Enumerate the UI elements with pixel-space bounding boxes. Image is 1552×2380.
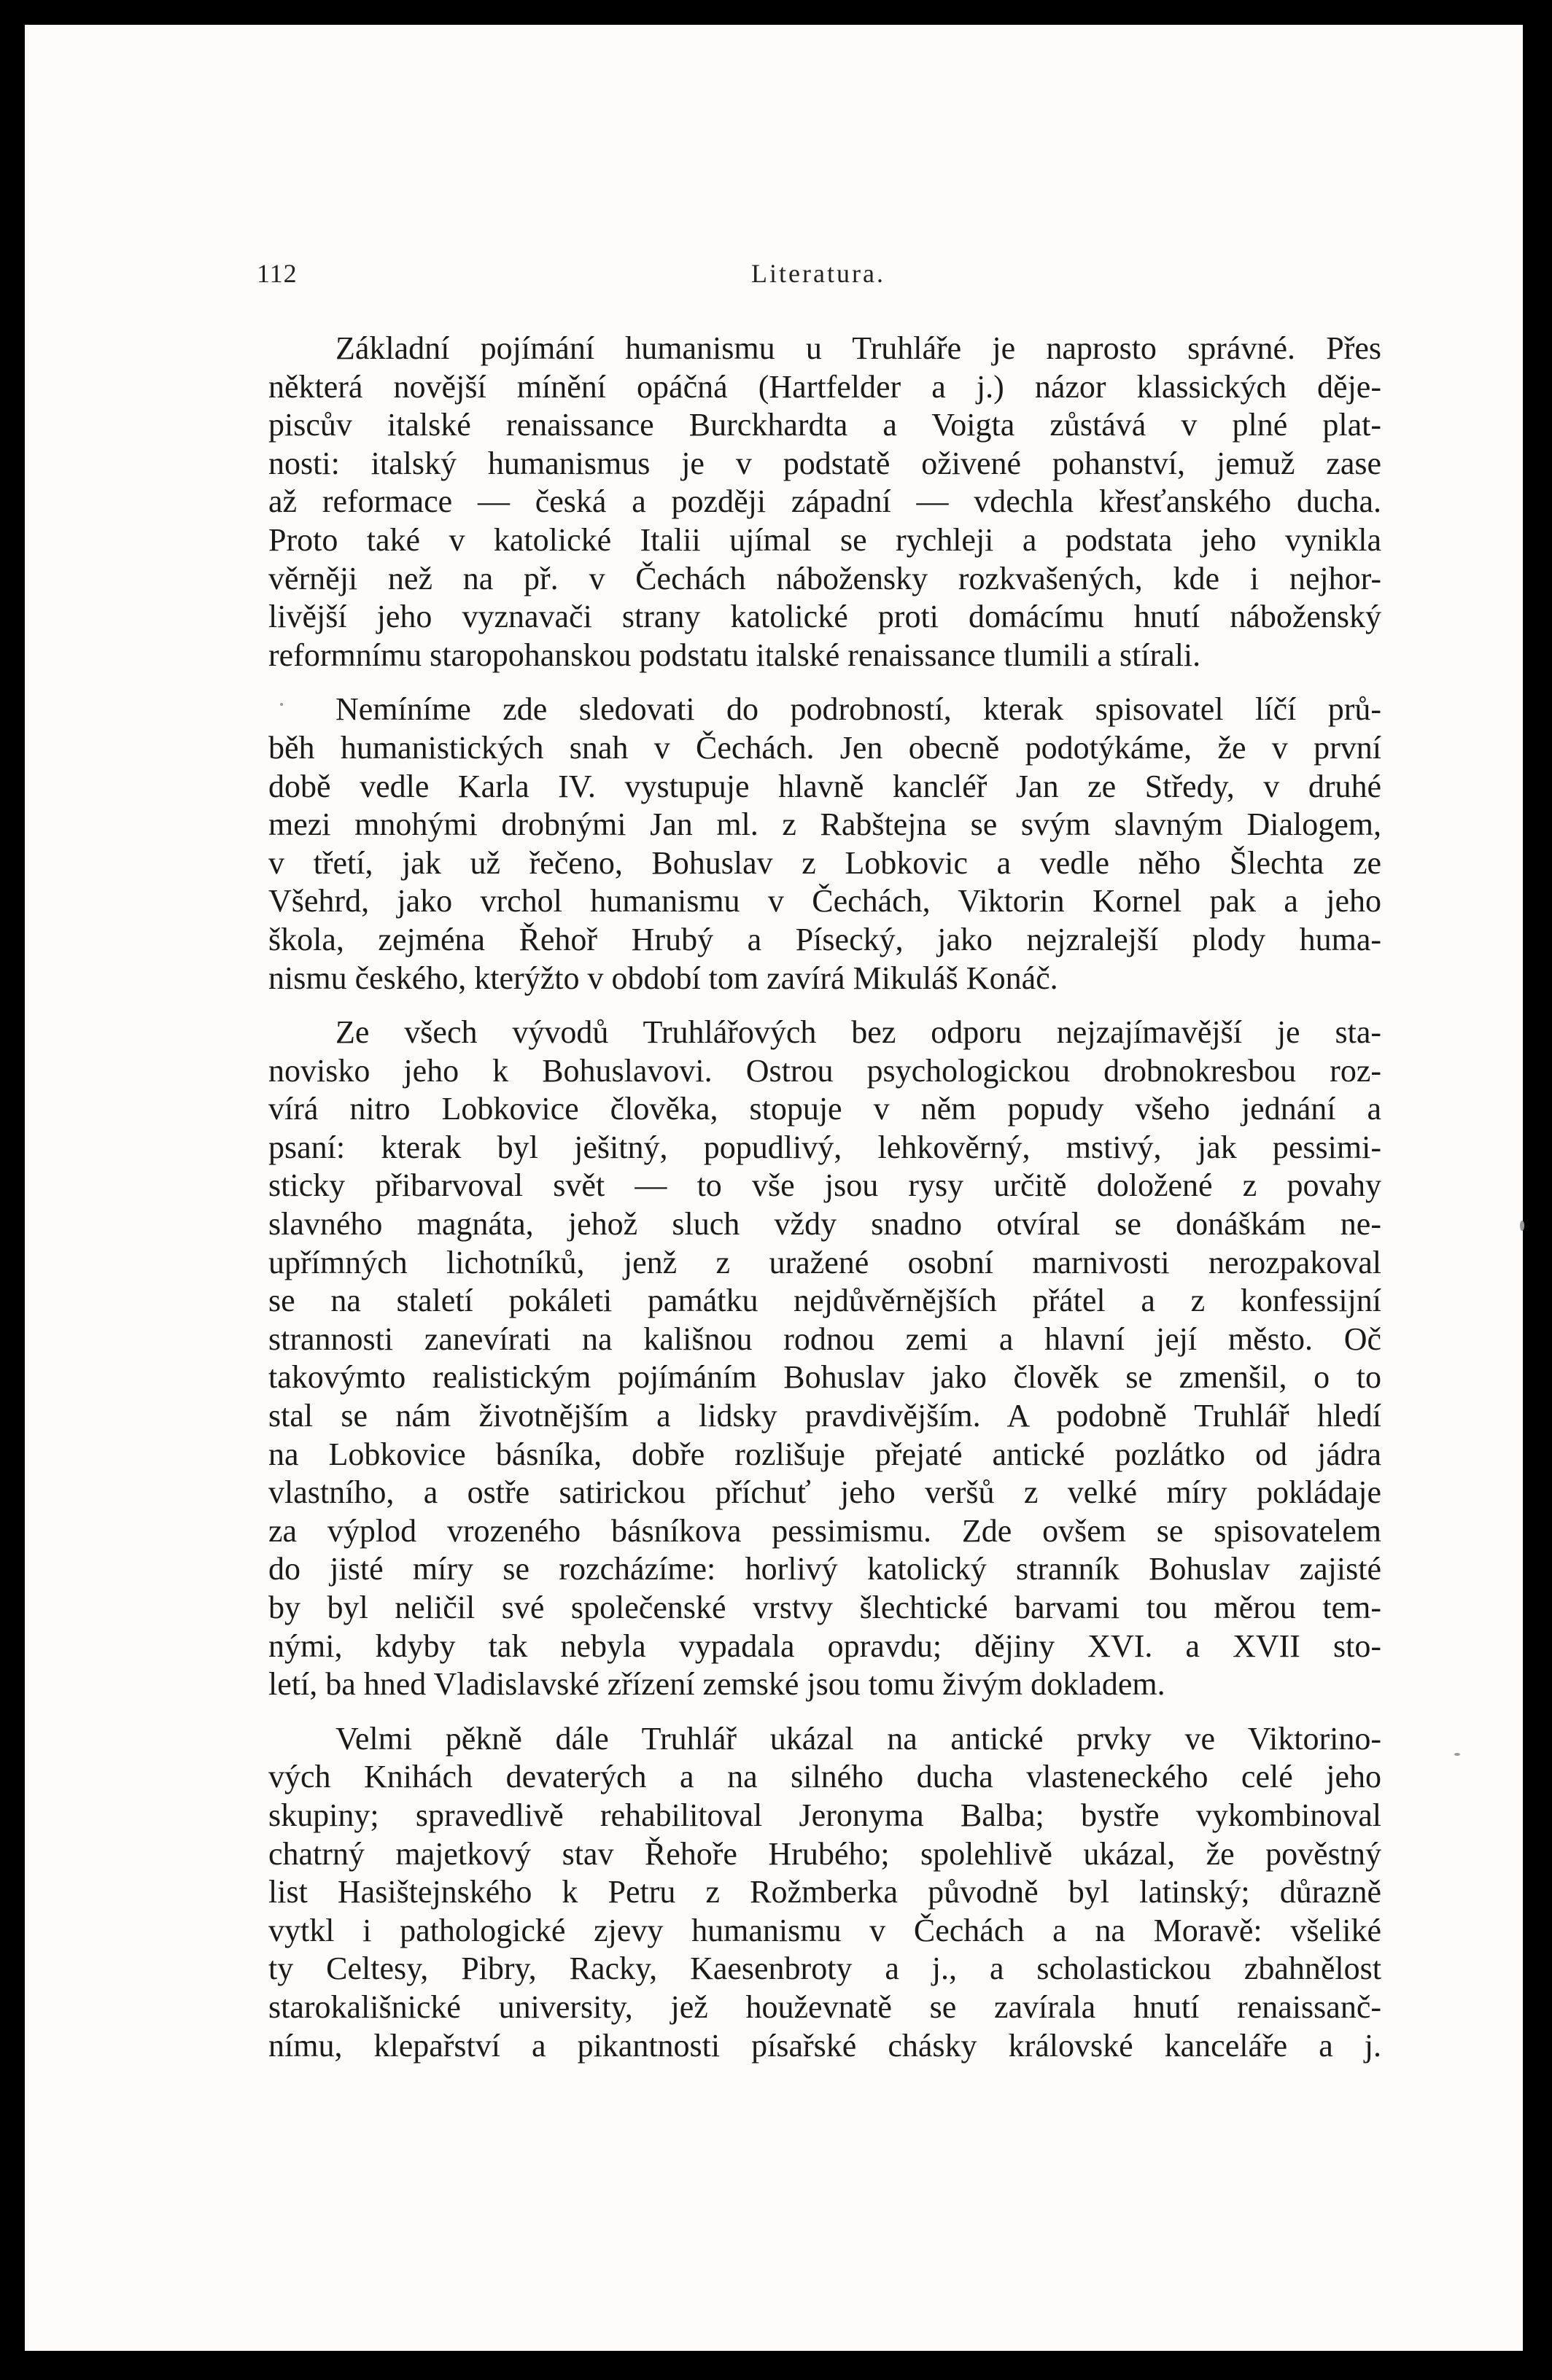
text-line: nými, kdyby tak nebyla vypadala opravdu; dějiny XVI. a XVII sto- xyxy=(268,1628,1381,1664)
text-line: list Hasištejnského k Petru z Rožmberka původně byl latinský; důrazně xyxy=(268,1874,1381,1910)
text-line: Základní pojímání humanismu u Truhláře je naprosto správné. Přes xyxy=(335,330,1381,366)
text-line: za výplod vrozeného básníkova pessimismu. Zde ovšem se spisovatelem xyxy=(268,1512,1381,1549)
text-line: až reformace — česká a později západní — vdechla křesťanského ducha. xyxy=(268,483,1381,520)
text-line: Všehrd, jako vrchol humanismu v Čechách, Viktorin Kornel pak a jeho xyxy=(268,883,1381,919)
text-line: nismu českého, kterýžto v období tom zavírá Mikuláš Konáč. xyxy=(268,960,1058,996)
body-text xyxy=(268,330,1381,2065)
text-line: psaní: kterak byl ješitný, popudlivý, lehkověrný, mstivý, jak pessimi- xyxy=(268,1129,1381,1165)
text-line: nímu, klepařství a pikantnosti písařské chásky královské kanceláře a j. xyxy=(268,2027,1381,2064)
text-line: Velmi pěkně dále Truhlář ukázal na antické prvky ve Viktorino- xyxy=(335,1720,1381,1757)
paragraph xyxy=(268,691,1381,998)
text-line: nosti: italský humanismus je v podstatě oživené pohanství, jemuž zase xyxy=(268,445,1381,481)
text-line: Proto také v katolické Italii ujímal se rychleji a podstata jeho vynikla xyxy=(268,521,1381,558)
text-line: letí, ba hned Vladislavské zřízení zemské jsou tomu živým dokladem. xyxy=(268,1666,1165,1703)
book-page xyxy=(25,25,1523,2351)
paragraph xyxy=(268,1720,1381,2065)
page-number: 112 xyxy=(257,259,298,288)
text-line: vlastního, a ostře satirickou příchuť jeho veršů z velké míry pokládaje xyxy=(268,1474,1381,1511)
text-line: skupiny; spravedlivě rehabilitoval Jeronyma Balba; bystře vykombinoval xyxy=(268,1797,1381,1833)
text-line: věrněji než na př. v Čechách nábožensky rozkvašených, kde i nejhor- xyxy=(268,560,1381,596)
text-line: sticky přibarvoval svět — to vše jsou rysy určitě doložené z povahy xyxy=(268,1167,1381,1204)
text-line: se na staletí pokáleti památku nejdůvěrnějších přátel a z konfessijní xyxy=(268,1283,1381,1319)
text-line: stal se nám životnějším a lidsky pravdivějším. A podobně Truhlář hledí xyxy=(268,1398,1381,1434)
paragraph xyxy=(268,1014,1381,1704)
text-line: běh humanistických snah v Čechách. Jen obecně podotýkáme, že v první xyxy=(268,729,1381,766)
scan-speck xyxy=(1454,1753,1460,1756)
text-line: strannosti zanevírati na kališnou rodnou zemi a hlavní její město. Oč xyxy=(268,1321,1381,1357)
text-line: v třetí, jak už řečeno, Bohuslav z Lobkovic a vedle něho Šlechta ze xyxy=(268,844,1381,881)
text-line: na Lobkovice básníka, dobře rozlišuje přejaté antické pozlátko od jádra xyxy=(268,1436,1381,1472)
text-line: takovýmto realistickým pojímáním Bohuslav jako člověk se zmenšil, o to xyxy=(268,1359,1381,1396)
paragraph xyxy=(268,330,1381,674)
text-line: piscův italské renaissance Burckhardta a Voigta zůstává v plné plat- xyxy=(268,407,1381,443)
text-line: chatrný majetkový stav Řehoře Hrubého; spolehlivě ukázal, že pověstný xyxy=(268,1835,1381,1872)
text-line: vých Knihách devaterých a na silného ducha vlasteneckého celé jeho xyxy=(268,1759,1381,1795)
text-line: do jisté míry se rozcházíme: horlivý katolický stranník Bohuslav zajisté xyxy=(268,1551,1381,1587)
text-line: by byl neličil své společenské vrstvy šlechtické barvami tou měrou tem- xyxy=(268,1590,1381,1625)
text-line: vytkl i pathologické zjevy humanismu v Čechách a na Moravě: všeliké xyxy=(268,1912,1381,1948)
text-line: Ze všech vývodů Truhlářových bez odporu nejzajímavější je sta- xyxy=(335,1014,1381,1051)
page-header xyxy=(257,258,1380,295)
text-line: vírá nitro Lobkovice člověka, stopuje v něm popudy všeho jednání a xyxy=(268,1091,1381,1127)
scan-speck xyxy=(280,703,283,706)
text-line: upřímných lichotníků, jenž z uražené osobní marnivosti nerozpakoval xyxy=(268,1244,1381,1280)
scan-speck xyxy=(1520,1221,1524,1231)
text-line: některá novější mínění opáčná (Hartfelder a j.) názor klassických děje- xyxy=(268,368,1381,405)
text-line: slavného magnáta, jehož sluch vždy snadno otvíral se donáškám ne- xyxy=(268,1206,1381,1242)
text-line: Nemíníme zde sledovati do podrobností, kterak spisovatel líčí prů- xyxy=(335,691,1381,728)
text-line: novisko jeho k Bohuslavovi. Ostrou psychologickou drobnokresbou roz- xyxy=(268,1052,1381,1089)
text-line: škola, zejména Řehoř Hrubý a Písecký, jako nejzralejší plody huma- xyxy=(268,921,1381,957)
text-line: starokališnické university, jež houževnatě se zavírala hnutí renaissanč- xyxy=(268,1988,1381,2025)
text-line: livější jeho vyznavači strany katolické proti domácímu hnutí náboženský xyxy=(268,599,1381,635)
text-line: reformnímu staropohanskou podstatu italské renaissance tlumili a stírali. xyxy=(268,637,1201,673)
text-line: mezi mnohými drobnými Jan ml. z Rabštejna se svým slavným Dialogem, xyxy=(268,806,1381,843)
text-line: ty Celtesy, Pibry, Racky, Kaesenbroty a j., a scholastickou zbahnělost xyxy=(268,1951,1381,1987)
running-title: Literatura. xyxy=(751,259,885,288)
text-line: době vedle Karla IV. vystupuje hlavně kancléř Jan ze Středy, v druhé xyxy=(268,768,1381,804)
